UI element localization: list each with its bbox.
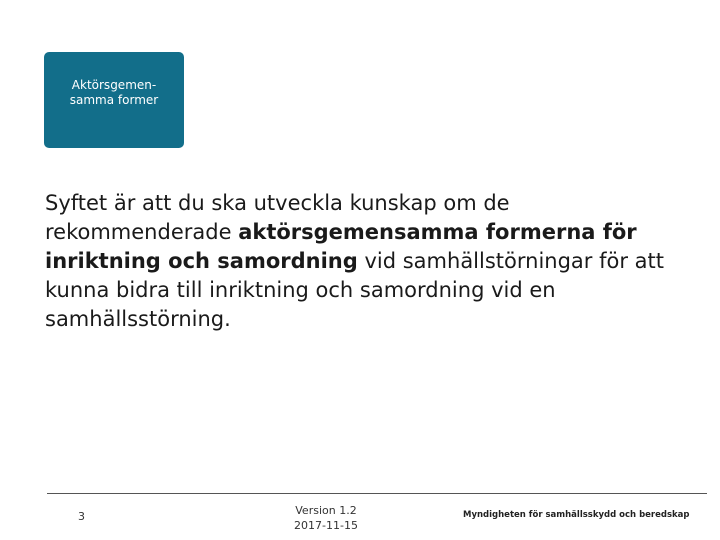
section-tag: [44, 52, 184, 148]
version-info: [276, 503, 376, 533]
paragraph-bold-phrase: aktörsgemensamma formerna för inriktning och samordning: [45, 220, 637, 273]
section-tag-line-1: Aktörsgemen-: [71, 78, 157, 92]
page-number: 3: [78, 510, 85, 523]
paragraph-text-start: Syftet är att du ska utveckla kunskap om de rekommenderade: [45, 191, 510, 244]
section-tag-line-2: samma former: [69, 93, 159, 107]
version-date: 2017-11-15: [294, 519, 358, 532]
purpose-paragraph: [45, 189, 695, 334]
paragraph-text-end: vid samhällstörningar för att kunna bidra till inriktning och samordning vid en samhällsstörning.: [45, 249, 664, 331]
agency-name: Myndigheten för samhällsskydd och beredskap: [463, 510, 690, 520]
footer-divider: [47, 493, 707, 494]
version-label: Version 1.2: [295, 504, 357, 517]
